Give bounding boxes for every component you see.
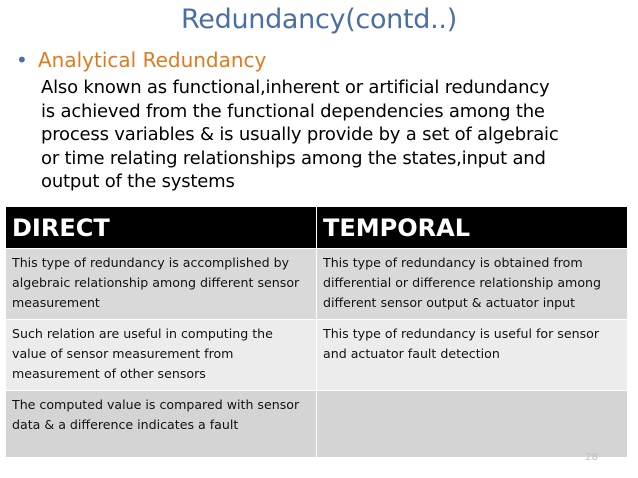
header-direct: DIRECT <box>6 207 317 249</box>
table-row <box>6 391 628 458</box>
body-line: or time relating relationships among the states,input and <box>41 147 546 169</box>
page-number: 28 <box>585 452 598 463</box>
body-line: process variables & is usually provide by a set of algebraic <box>41 124 559 146</box>
table-header-row <box>6 207 628 249</box>
body-line: Also known as functional,inherent or artificial redundancy <box>41 77 550 98</box>
table-row <box>6 249 628 320</box>
comparison-table <box>5 206 628 458</box>
table-cell: This type of redundancy is accomplished by algebraic relationship among different sensor measurement <box>6 249 317 320</box>
slide-title: Redundancy(contd..) <box>181 4 457 35</box>
bullet-row <box>16 48 266 72</box>
table-cell: Such relation are useful in computing the value of sensor measurement from measurement of other sensors <box>6 320 317 391</box>
bullet-marker: • <box>16 48 28 72</box>
table-cell <box>317 391 628 458</box>
table-row <box>6 320 628 391</box>
body-paragraph <box>41 76 621 194</box>
bullet-heading: Analytical Redundancy <box>38 48 267 72</box>
table-cell: This type of redundancy is useful for sensor and actuator fault detection <box>317 320 628 391</box>
header-temporal: TEMPORAL <box>317 207 628 249</box>
table-cell: The computed value is compared with sensor data & a difference indicates a fault <box>6 391 317 458</box>
body-line: is achieved from the functional dependencies among the <box>41 100 545 122</box>
table-cell: This type of redundancy is obtained from differential or difference relationship among different sensor output & actuator input <box>317 249 628 320</box>
body-line: output of the systems <box>41 171 235 193</box>
